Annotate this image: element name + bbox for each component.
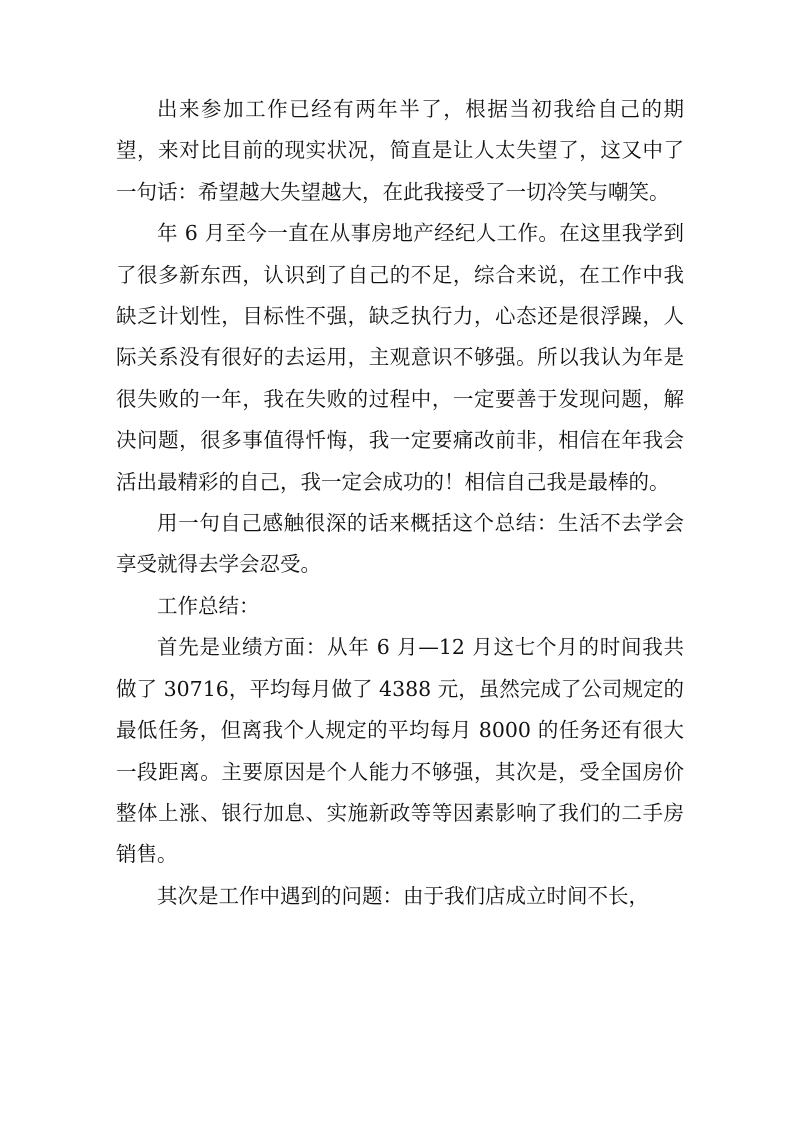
paragraph-intro: 出来参加工作已经有两年半了，根据当初我给自己的期望，来对比目前的现实状况，简直是让人太失望了，这又中了一句话：希望越大失望越大，在此我接受了一切冷笑与嘲笑。 <box>116 97 684 204</box>
paragraph-quote: 用一句自己感触很深的话来概括这个总结：生活不去学会享受就得去学会忍受。 <box>116 511 684 577</box>
document-body <box>116 89 684 917</box>
paragraph-performance: 首先是业绩方面：从年 6 月—12 月这七个月的时间我共做了 30716，平均每月做了 4388 元，虽然完成了公司规定的最低任务，但离我个人规定的平均每月 8000 的任务还有很大一段距离。主要原因是个人能力不够强，其次是，受全国房价整体上涨、银行加息、实施新政等等因素影响了我们的二手房销售。 <box>116 635 684 867</box>
paragraph-problems: 其次是工作中遇到的问题：由于我们店成立时间不长， <box>157 883 649 908</box>
section-heading-work-summary: 工作总结： <box>157 593 260 618</box>
paragraph-work-review: 年 6 月至今一直在从事房地产经纪人工作。在这里我学到了很多新东西，认识到了自己的不足，综合来说，在工作中我缺乏计划性，目标性不强，缺乏执行力，心态还是很浮躁，人际关系没有很好的去运用，主观意识不够强。所以我认为年是很失败的一年，我在失败的过程中，一定要善于发现问题，解决问题，很多事值得忏悔，我一定要痛改前非，相信在年我会活出最精彩的自己，我一定会成功的！相信自己我是最棒的。 <box>116 221 684 494</box>
